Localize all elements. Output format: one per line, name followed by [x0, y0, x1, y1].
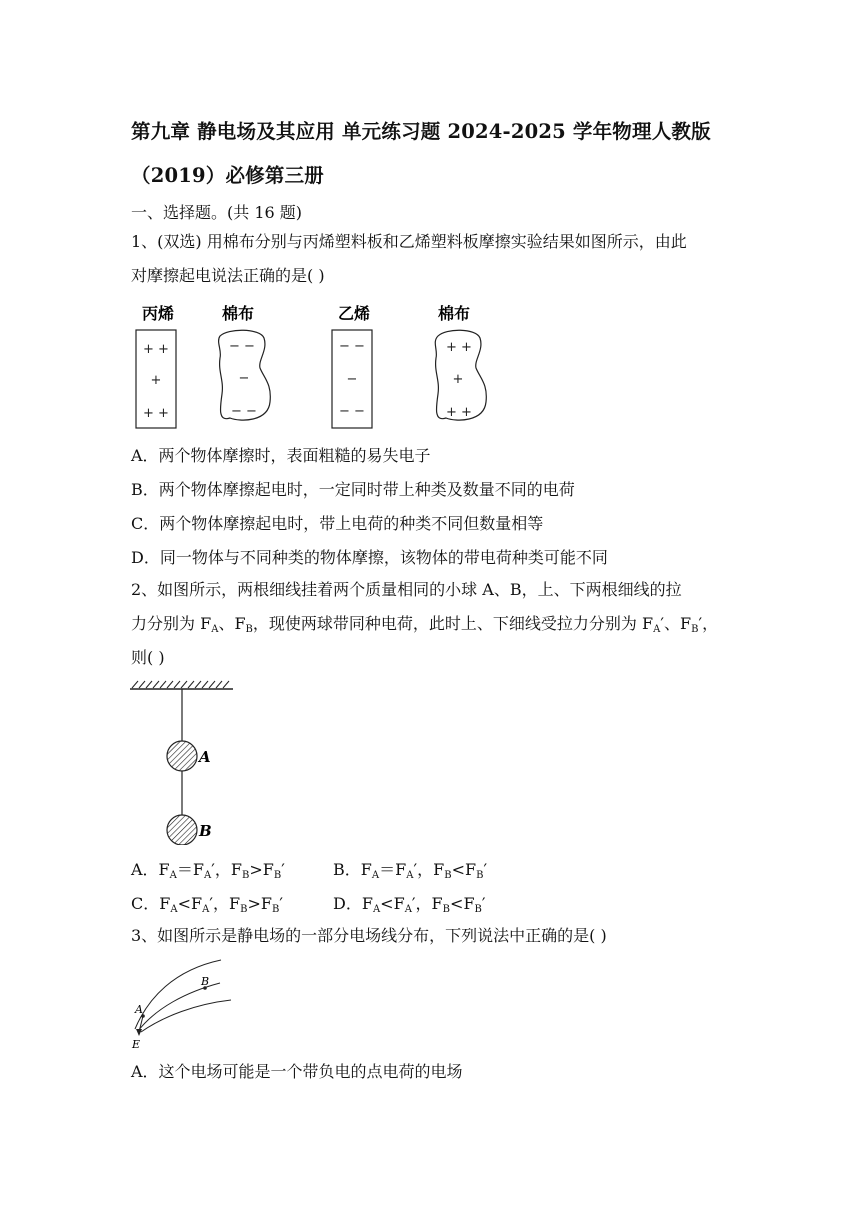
field-line-1 — [135, 960, 221, 1029]
charge-ethylene-top: − − — [339, 339, 365, 354]
charge-cotton2-mid: + — [452, 372, 464, 387]
charge-cotton1-mid: − — [238, 371, 250, 386]
q1-friction-figure — [120, 298, 520, 438]
charge-ethylene-bottom: − − — [339, 404, 365, 419]
label-ethylene: 乙烯 — [337, 304, 371, 323]
charge-cotton1-bottom: − − — [231, 404, 257, 419]
q2-option-b: B．$F_A=F_A'$，$F_B<F_B'$ — [333, 860, 488, 881]
q1-option-a: A．两个物体摩擦时，表面粗糙的易失电子 — [131, 446, 431, 465]
field-line-3 — [141, 1000, 231, 1032]
q1-option-c: C．两个物体摩擦起电时，带上电荷的种类不同但数量相等 — [131, 514, 544, 533]
point-b-label: B — [201, 975, 210, 988]
ball-b-label: B — [199, 822, 212, 840]
charge-cotton1-top: − − — [229, 339, 255, 354]
field-arrow-head — [136, 1029, 142, 1036]
ball-a — [167, 741, 197, 771]
q2-hanging-balls-figure — [128, 680, 248, 845]
q2-option-a: A．$F_A=F_A'$，$F_B>F_B'$ — [131, 860, 285, 881]
label-cotton-2: 棉布 — [437, 304, 471, 323]
q2-stem-line-1: 2、如图所示，两根细线挂着两个质量相同的小球 A、B，上、下两根细线的拉 — [131, 580, 682, 599]
charge-ethylene-mid: − — [346, 372, 358, 387]
point-a-label: A — [135, 1003, 143, 1016]
label-propylene: 丙烯 — [141, 304, 175, 323]
q2-stem-line-2: 力分别为 $F_A$、$F_B$，现使两球带同种电荷，此时上、下细线受拉力分别为 $F_A'$、$F_B'$， — [131, 614, 719, 635]
q1-stem-line-1: 1、(双选) 用棉布分别与丙烯塑料板和乙烯塑料板摩擦实验结果如图所示，由此 — [131, 232, 687, 251]
field-line-2 — [138, 983, 220, 1031]
ball-a-label: A — [199, 748, 211, 766]
q3-stem-line-1: 3、如图所示是静电场的一部分电场线分布，下列说法中正确的是( ) — [131, 926, 607, 945]
field-label: E — [132, 1038, 141, 1051]
q3-field-lines-figure — [126, 958, 246, 1053]
charge-propylene-top: + + — [143, 342, 169, 357]
charge-propylene-bottom: + + — [143, 406, 169, 421]
q1-option-d: D．同一物体与不同种类的物体摩擦，该物体的带电荷种类可能不同 — [131, 548, 608, 567]
q1-option-b: B．两个物体摩擦起电时，一定同时带上种类及数量不同的电荷 — [131, 480, 575, 499]
ball-b — [167, 815, 197, 845]
q2-option-c: C．$F_A<F_A'$，$F_B>F_B'$ — [131, 894, 283, 915]
section-heading: 一、选择题。(共 16 题) — [131, 203, 303, 222]
label-cotton-1: 棉布 — [221, 304, 255, 323]
charge-propylene-mid: + — [150, 373, 162, 388]
q2-stem-line-3: 则( ) — [131, 648, 165, 667]
charge-cotton2-bottom: + + — [446, 405, 472, 420]
q2-option-d: D．$F_A<F_A'$，$F_B<F_B'$ — [333, 894, 486, 915]
q1-stem-line-2: 对摩擦起电说法正确的是( ) — [131, 266, 325, 285]
charge-cotton2-top: + + — [446, 340, 472, 355]
document-title-line-1: 第九章 静电场及其应用 单元练习题 2024-2025 学年物理人教版 — [131, 120, 711, 143]
q3-option-a: A．这个电场可能是一个带负电的点电荷的电场 — [131, 1062, 463, 1081]
document-title-line-2: （2019）必修第三册 — [131, 164, 324, 187]
